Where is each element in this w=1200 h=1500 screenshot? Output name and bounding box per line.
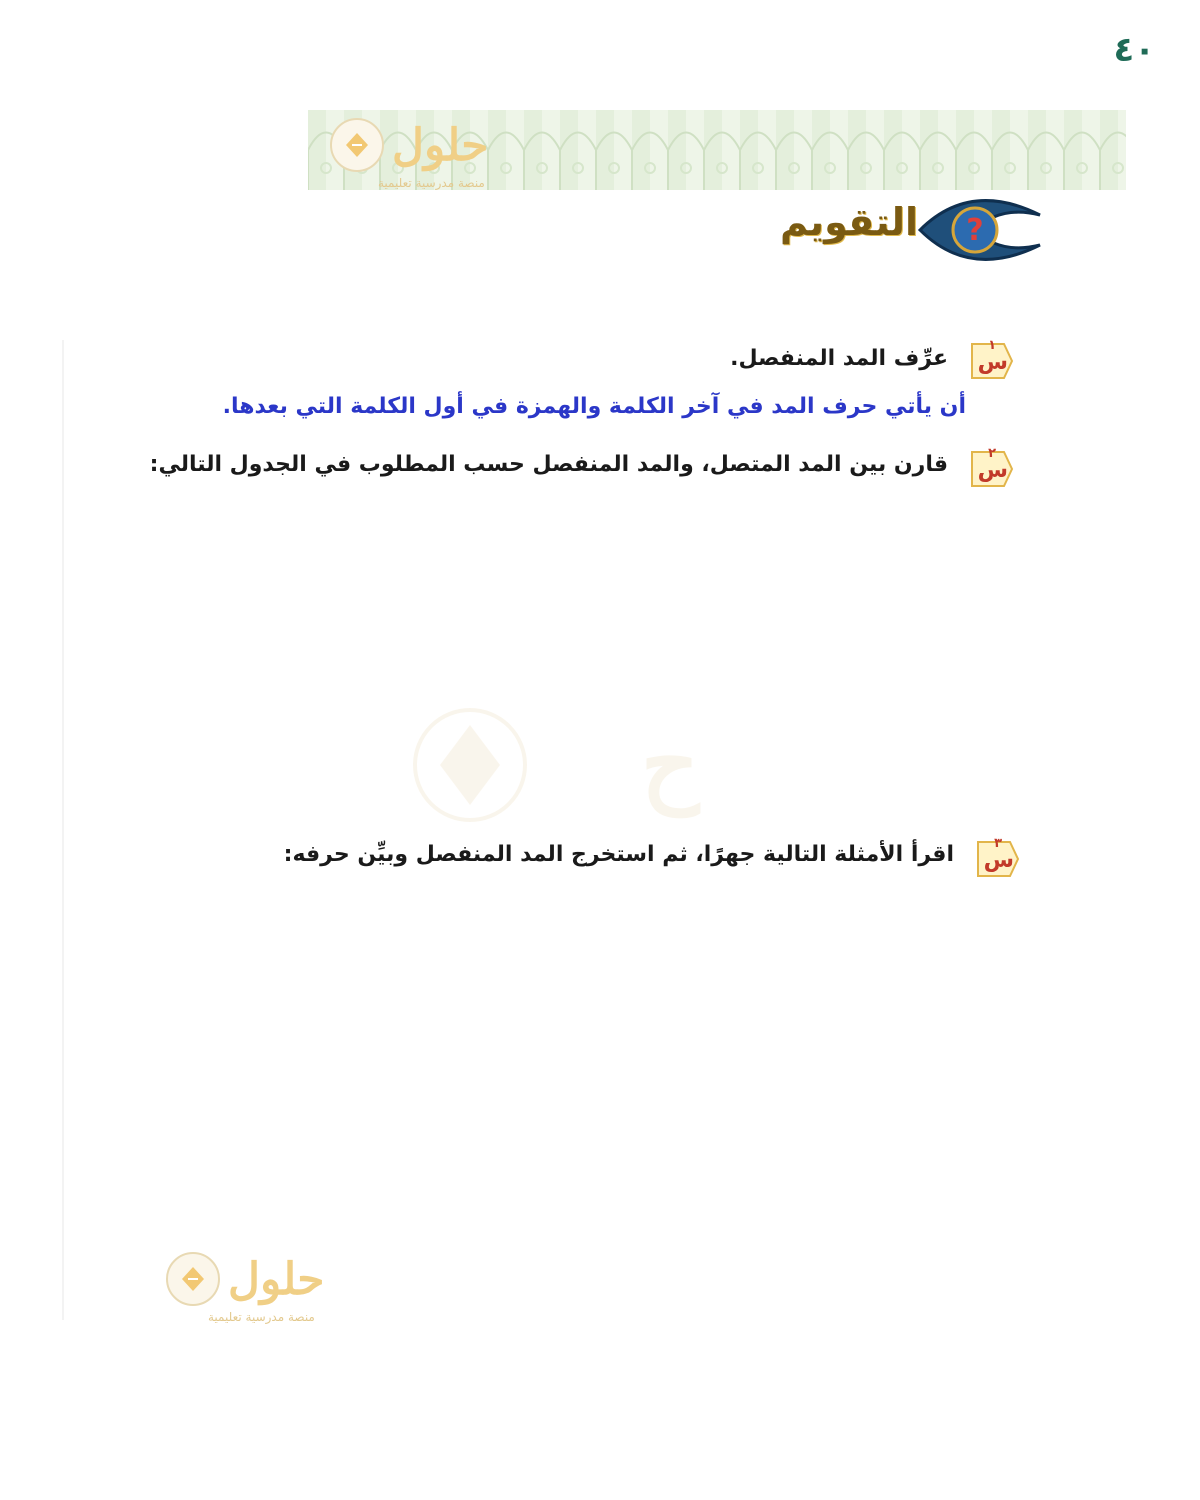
page-number: ٤٠	[1113, 30, 1155, 70]
svg-text:ح: ح	[640, 711, 700, 817]
question-2-marker	[968, 448, 1014, 490]
section-title: التقويم	[780, 200, 919, 244]
question-1-text: عرِّف المد المنفصل.	[730, 346, 948, 371]
question-1-number: ١	[988, 338, 996, 353]
watermark-logo-icon	[410, 690, 810, 840]
question-3-text: اقرأ الأمثلة التالية جهرًا، ثم استخرج المد المنفصل وبيِّن حرفه:	[283, 842, 954, 867]
logo-tagline: منصة مدرسية تعليمية	[208, 1310, 315, 1324]
svg-text:?: ?	[966, 213, 984, 248]
site-logo	[330, 118, 489, 190]
question-1-letter: س	[977, 350, 1008, 375]
logo-seal-icon	[330, 118, 384, 172]
logo-tagline: منصة مدرسية تعليمية	[378, 176, 485, 190]
question-1-answer: أن يأتي حرف المد في آخر الكلمة والهمزة في أول الكلمة التي بعدها.	[222, 394, 966, 419]
logo-seal-icon	[166, 1252, 220, 1306]
site-logo-footer	[166, 1252, 325, 1324]
question-3-marker	[974, 838, 1020, 880]
question-2-number: ٢	[988, 446, 996, 461]
page-edge-line	[62, 340, 64, 1320]
logo-word: حلول	[228, 1253, 325, 1305]
question-3-number: ٣	[994, 836, 1002, 851]
question-3-letter: س	[983, 848, 1014, 873]
logo-word: حلول	[392, 119, 489, 171]
question-1-marker	[968, 340, 1014, 382]
question-2-letter: س	[977, 458, 1008, 483]
question-2-text: قارن بين المد المتصل، والمد المنفصل حسب المطلوب في الجدول التالي:	[149, 452, 948, 477]
